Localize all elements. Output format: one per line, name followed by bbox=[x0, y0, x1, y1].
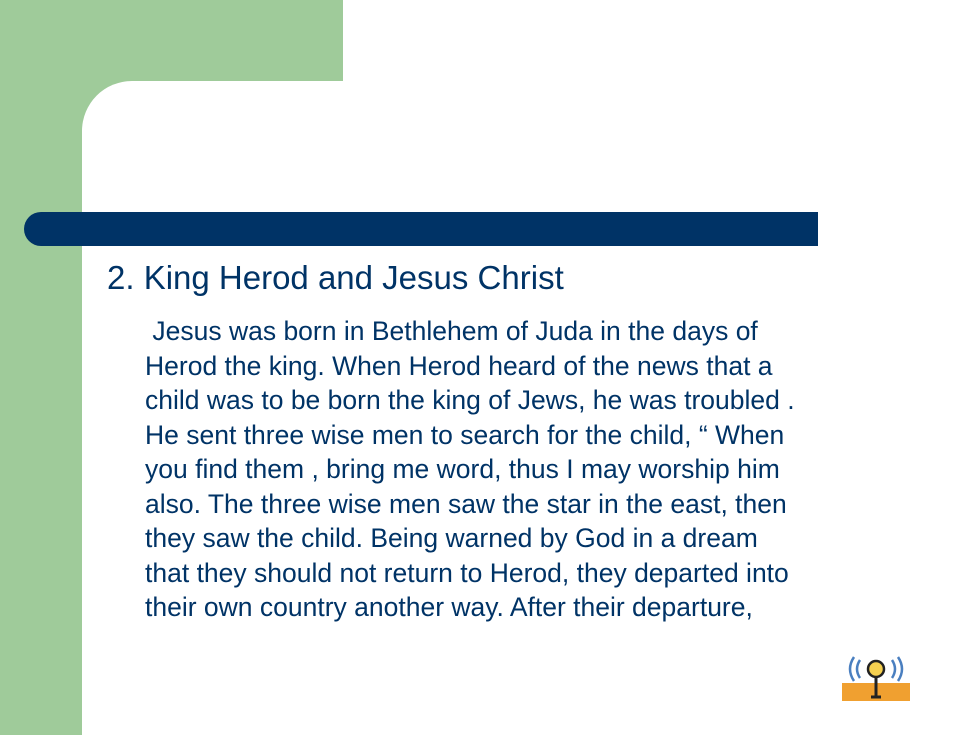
radio-broadcast-keyhole-icon bbox=[840, 645, 912, 705]
body-line: that they should not return to Herod, they departed into bbox=[145, 557, 789, 588]
slide-body-text bbox=[145, 314, 965, 625]
body-line: He sent three wise men to search for the child, “ When bbox=[145, 419, 785, 450]
body-line: Herod the king. When Herod heard of the news that a bbox=[145, 350, 773, 381]
slide-title: 2. King Herod and Jesus Christ bbox=[107, 259, 564, 296]
body-line: you find them , bring me word, thus I may worship him bbox=[145, 454, 780, 484]
title-bar-decoration bbox=[24, 212, 818, 246]
body-line: they saw the child. Being warned by God in a dream bbox=[145, 523, 758, 553]
body-line: their own country another way. After their departure, bbox=[145, 592, 753, 622]
body-line: Jesus was born in Bethlehem of Juda in the days of bbox=[145, 316, 758, 346]
body-line: also. The three wise men saw the star in the east, then bbox=[145, 488, 787, 519]
body-line: child was to be born the king of Jews, he was troubled . bbox=[145, 385, 795, 415]
